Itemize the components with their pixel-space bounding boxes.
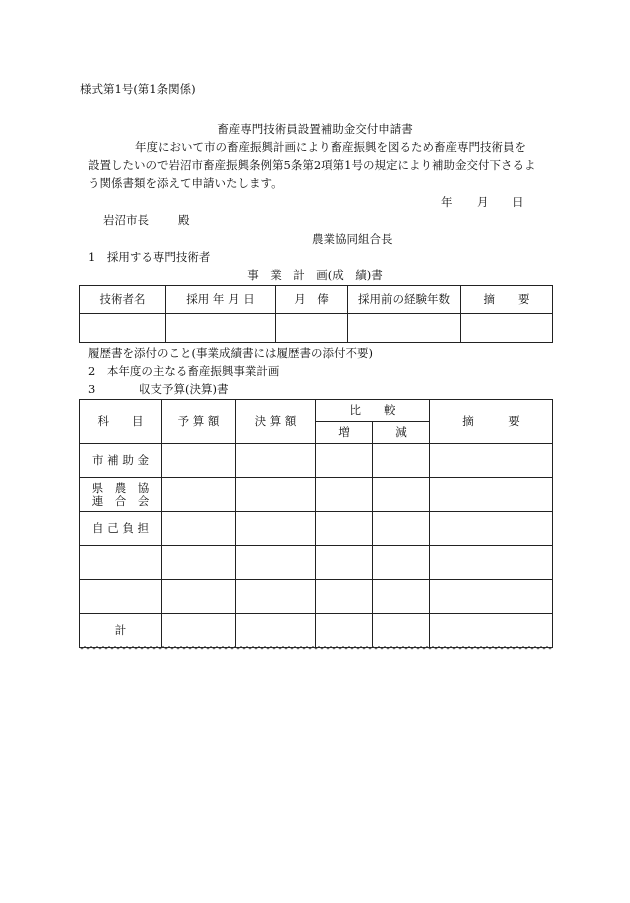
row-label: [80, 580, 162, 614]
header-hire-date: 採用 年 月 日: [166, 286, 276, 314]
cell-technician-name: [80, 314, 166, 343]
remarks-cell: [430, 444, 553, 478]
applicant-title: 農業協同組合長: [312, 232, 393, 246]
section1-heading: 1 採用する専門技術者: [88, 250, 211, 264]
increase-cell: [316, 444, 373, 478]
form-number: 様式第1号(第1条関係): [80, 82, 196, 96]
row-label-line-1: 自 己 負 担: [92, 521, 149, 535]
body-line-2: 設置したいので岩沼市畜産振興条例第5条第2項第1号の規定により補助金交付下さるよ: [88, 158, 536, 172]
increase-cell: [316, 478, 373, 512]
header-budget-remarks: 摘 要: [430, 400, 553, 444]
row-label: [80, 478, 162, 512]
budget-cell: [162, 444, 236, 478]
settlement-cell: [236, 614, 316, 648]
budget-cell: [162, 512, 236, 546]
decrease-cell: [373, 546, 430, 580]
decrease-cell: [373, 614, 430, 648]
section3-number: 3: [88, 382, 96, 396]
technician-table: [79, 285, 553, 343]
header-budget: 予 算 額: [162, 400, 236, 444]
settlement-cell: [236, 512, 316, 546]
addressee-name: 岩沼市長: [103, 213, 149, 227]
decrease-cell: [373, 478, 430, 512]
header-prior-experience: 採用前の経験年数: [348, 286, 461, 314]
date-year: 年: [441, 195, 453, 209]
header-technician-name: 技術者名: [80, 286, 166, 314]
header-monthly-salary: 月 俸: [276, 286, 348, 314]
body-line-3: う関係書類を添えて申請いたします。: [88, 176, 283, 190]
table-row: [80, 546, 553, 580]
budget-cell: [162, 614, 236, 648]
header-increase: 増: [316, 422, 373, 444]
settlement-cell: [236, 580, 316, 614]
increase-cell: [316, 512, 373, 546]
section2-heading: 2 本年度の主なる畜産振興事業計画: [88, 364, 280, 378]
table-row: [80, 478, 553, 512]
date-day: 日: [512, 195, 524, 209]
cell-remarks: [461, 314, 553, 343]
table-row: [80, 512, 553, 546]
row-label-line-1: 県 農 協: [91, 480, 150, 495]
remarks-cell: [430, 478, 553, 512]
decrease-cell: [373, 512, 430, 546]
body-line-1: 年度において市の畜産振興計画により畜産振興を図るため畜産専門技術員を: [135, 140, 526, 154]
row-label-total: 計: [80, 614, 162, 648]
table-row-total: [80, 614, 553, 648]
settlement-cell: [236, 478, 316, 512]
resume-note: 履歴書を添付のこと(事業成績書には履歴書の添付不要): [88, 346, 373, 360]
remarks-cell: [430, 512, 553, 546]
row-label: [80, 546, 162, 580]
remarks-cell: [430, 614, 553, 648]
decrease-cell: [373, 580, 430, 614]
increase-cell: [316, 614, 373, 648]
remarks-cell: [430, 580, 553, 614]
settlement-cell: [236, 444, 316, 478]
row-label: [80, 444, 162, 478]
increase-cell: [316, 580, 373, 614]
document-title: 畜産専門技術員設置補助金交付申請書: [217, 122, 413, 136]
settlement-cell: [236, 546, 316, 580]
table-row: [80, 444, 553, 478]
section1-table-title: 事 業 計 画(成 績)書: [247, 268, 383, 282]
date-month: 月: [477, 195, 489, 209]
header-comparison: 比 較: [316, 400, 430, 422]
section3-heading: 収支予算(決算)書: [139, 382, 229, 396]
row-label-line-1: 市 補 助 金: [92, 453, 149, 467]
budget-cell: [162, 546, 236, 580]
cell-monthly-salary: [276, 314, 348, 343]
header-settlement: 決 算 額: [236, 400, 316, 444]
cell-hire-date: [166, 314, 276, 343]
increase-cell: [316, 546, 373, 580]
header-remarks: 摘 要: [461, 286, 553, 314]
budget-table: [79, 399, 553, 648]
cell-prior-experience: [348, 314, 461, 343]
header-decrease: 減: [373, 422, 430, 444]
torn-edge-divider: [79, 645, 553, 651]
budget-cell: [162, 478, 236, 512]
budget-cell: [162, 580, 236, 614]
row-label: [80, 512, 162, 546]
table-row: [80, 580, 553, 614]
decrease-cell: [373, 444, 430, 478]
addressee-honorific: 殿: [178, 213, 190, 227]
header-item: 科 目: [80, 400, 162, 444]
remarks-cell: [430, 546, 553, 580]
row-label-line-2: 連 合 会: [91, 493, 150, 508]
